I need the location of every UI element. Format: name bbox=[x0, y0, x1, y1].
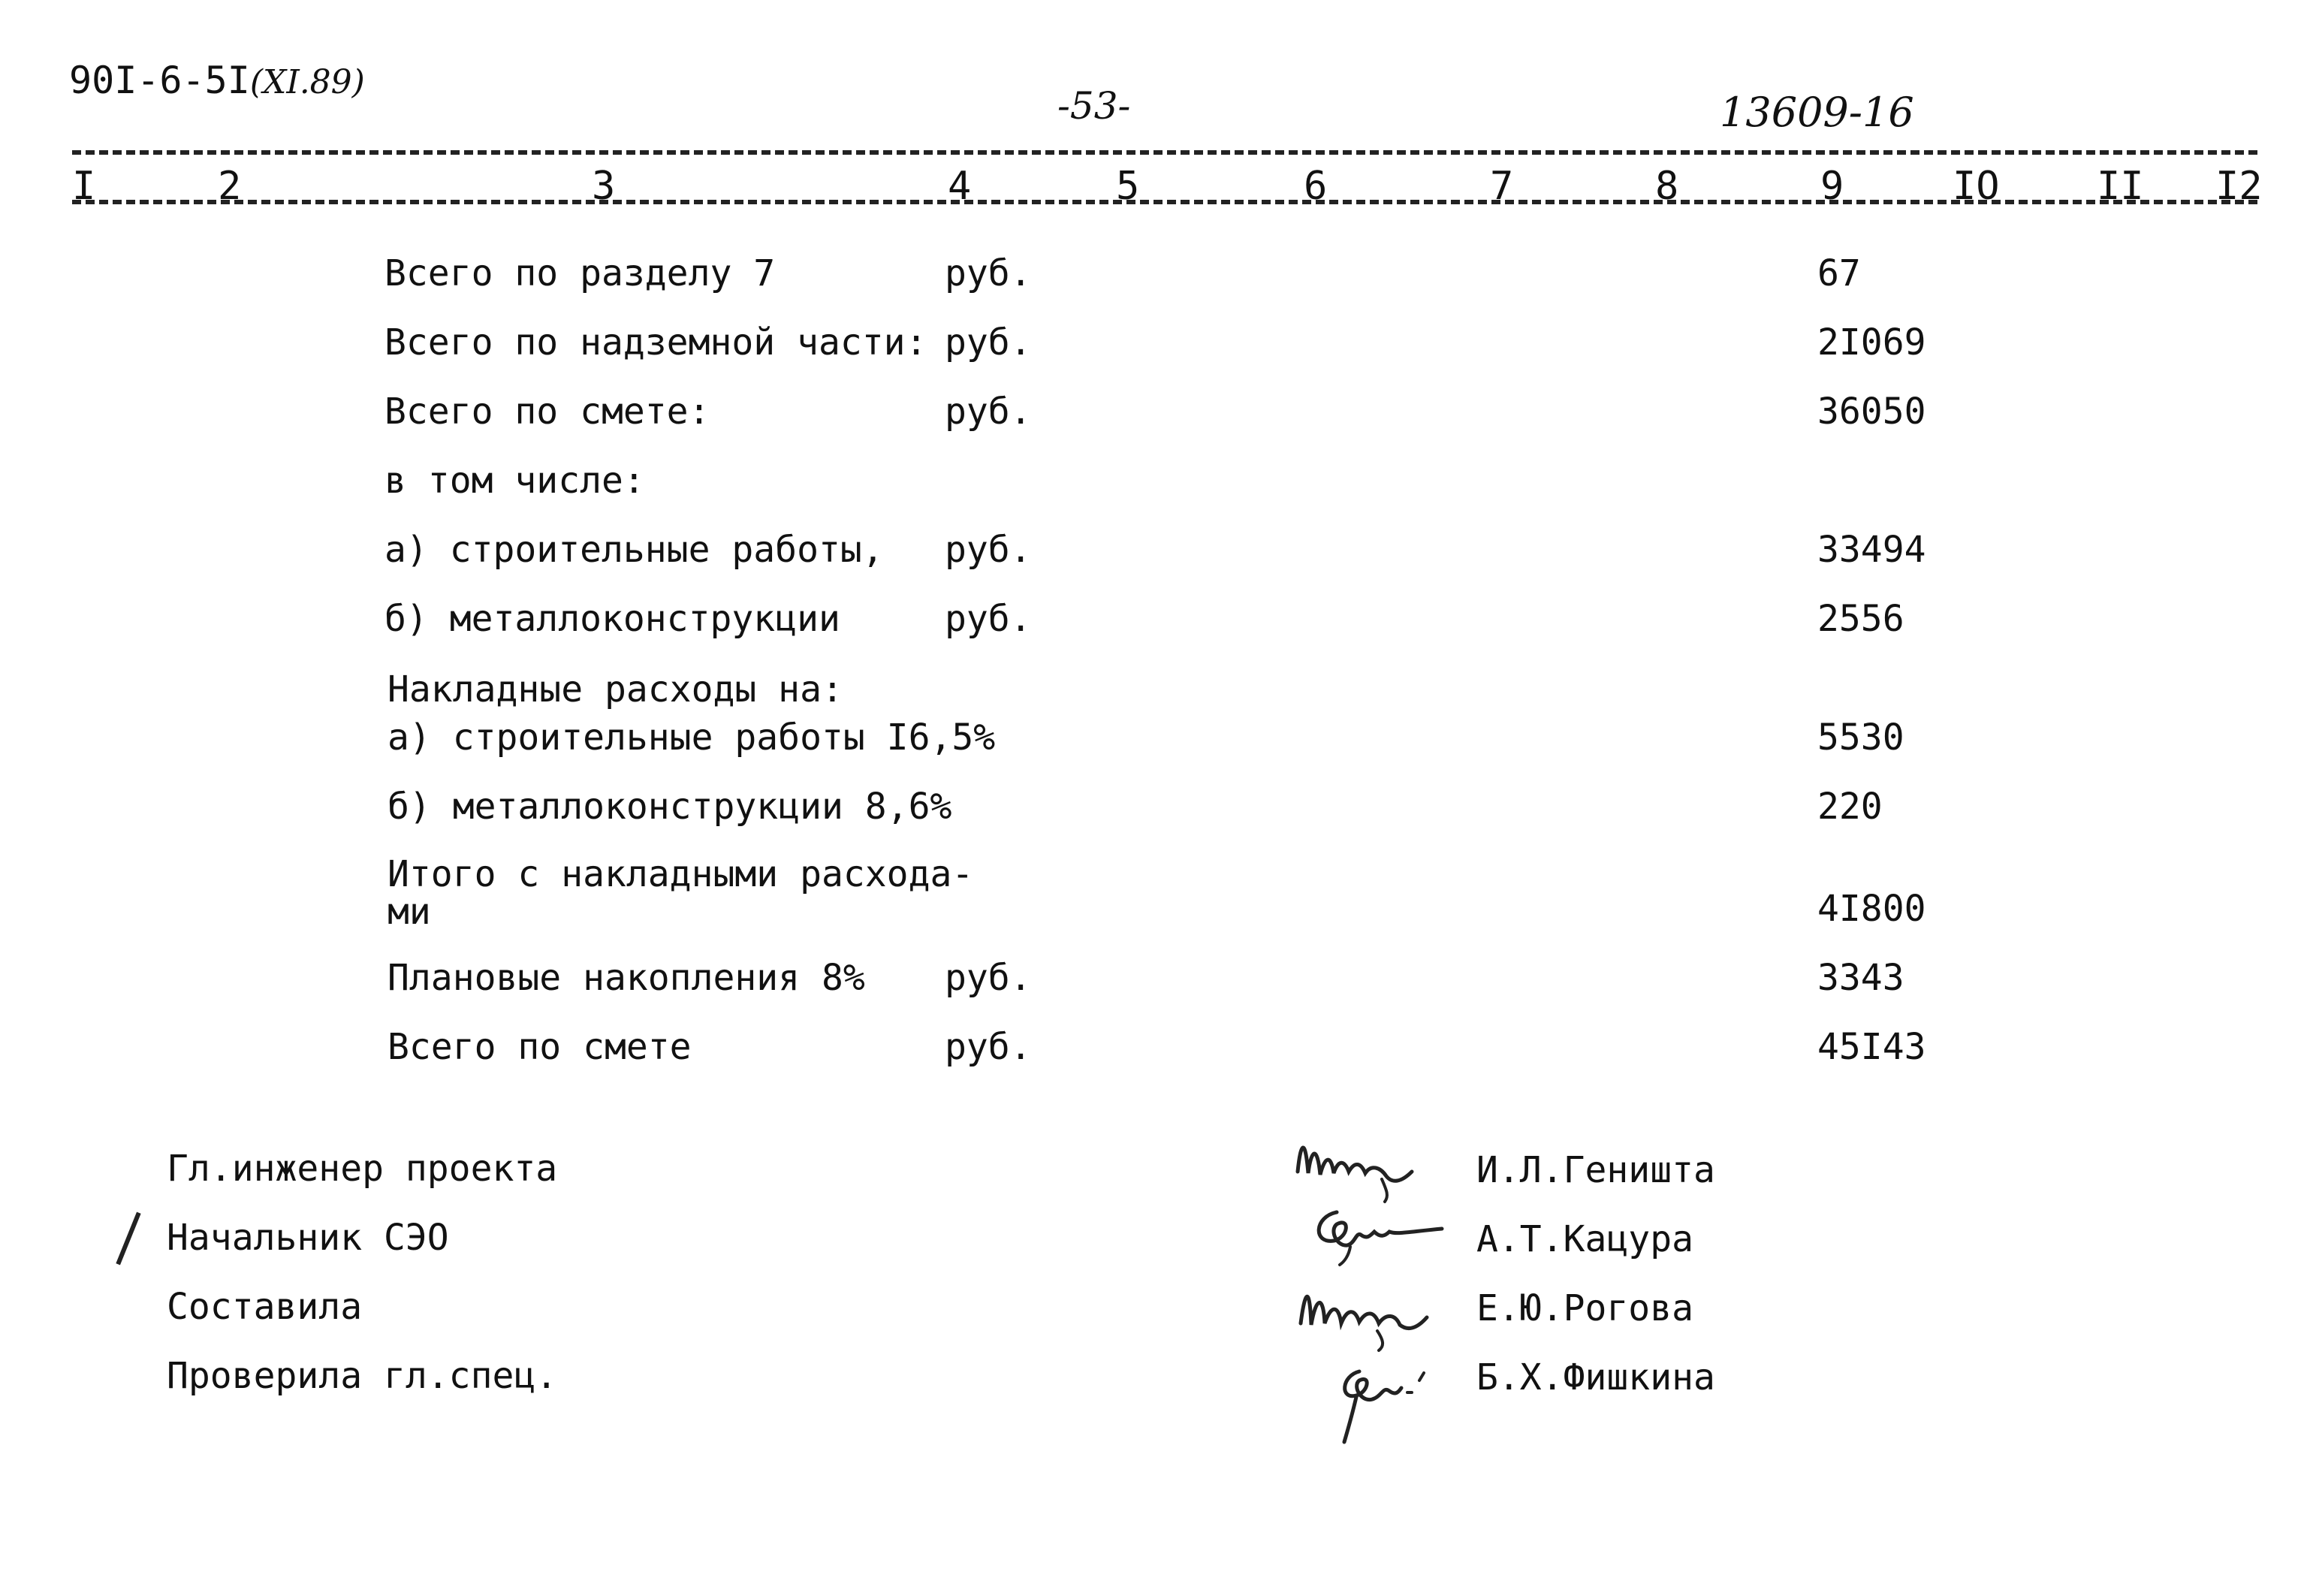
column-number: 7 bbox=[1490, 164, 1514, 209]
column-number: 4 bbox=[948, 164, 972, 209]
signatory-name: Е.Ю.Рогова bbox=[1476, 1287, 1693, 1329]
signature-scribble bbox=[1292, 1127, 1427, 1209]
row-label: б) металлоконструкции bbox=[384, 598, 840, 640]
row-label-continued: ми bbox=[388, 891, 431, 933]
row-label: Всего по смете: bbox=[384, 391, 710, 433]
row-label: Накладные расходы на: bbox=[388, 668, 843, 711]
document-code-note: (XI.89) bbox=[249, 63, 365, 101]
document-code-number: 90I-6-5I bbox=[69, 59, 250, 102]
row-value: 33494 bbox=[1817, 529, 1926, 571]
column-number: 5 bbox=[1116, 164, 1140, 209]
row-unit: руб. bbox=[945, 598, 1032, 640]
signatory-role: Проверила гл.спец. bbox=[167, 1355, 558, 1397]
row-label: Плановые накопления 8% bbox=[388, 957, 865, 999]
row-value: 4I800 bbox=[1817, 888, 1926, 930]
row-label: б) металлоконструкции 8,6% bbox=[388, 786, 952, 828]
row-label: а) строительные работы, bbox=[384, 529, 884, 571]
row-label: а) строительные работы I6,5% bbox=[388, 717, 996, 759]
document-code bbox=[69, 59, 365, 102]
column-number: 3 bbox=[592, 164, 616, 209]
column-number: I bbox=[72, 164, 96, 209]
row-value: 2556 bbox=[1817, 598, 1904, 640]
signatory-name: И.Л.Геништа bbox=[1476, 1149, 1715, 1191]
signature-scribble bbox=[1329, 1349, 1442, 1447]
row-label: в том числе: bbox=[384, 460, 645, 502]
signature-scribble bbox=[1295, 1271, 1445, 1353]
row-label: Всего по смете bbox=[388, 1026, 692, 1068]
row-unit: руб. bbox=[945, 1026, 1032, 1068]
row-value: 220 bbox=[1817, 786, 1883, 828]
row-unit: руб. bbox=[945, 321, 1032, 364]
inventory-number: 13609-16 bbox=[1720, 89, 1914, 136]
column-number: 8 bbox=[1655, 164, 1679, 209]
signatory-name: А.Т.Кацура bbox=[1476, 1218, 1693, 1260]
signature-scribble bbox=[1307, 1202, 1449, 1269]
column-number: II bbox=[2097, 164, 2144, 209]
row-label: Всего по разделу 7 bbox=[384, 252, 776, 294]
row-value: 45I43 bbox=[1817, 1026, 1926, 1068]
signatory-role: Начальник СЭО bbox=[167, 1217, 449, 1259]
column-number: I2 bbox=[2215, 164, 2263, 209]
row-value: 2I069 bbox=[1817, 321, 1926, 364]
ruler-top-dashes bbox=[72, 150, 2257, 155]
column-number: 2 bbox=[218, 164, 242, 209]
row-label: Итого с накладными расхода- bbox=[388, 853, 974, 895]
row-unit: руб. bbox=[945, 252, 1032, 294]
ruler-bottom-dashes bbox=[72, 200, 2257, 204]
row-value: 5530 bbox=[1817, 717, 1904, 759]
row-unit: руб. bbox=[945, 957, 1032, 999]
row-label: Всего по надземной части: bbox=[384, 321, 927, 364]
signatory-name: Б.Х.Фишкина bbox=[1476, 1356, 1715, 1398]
row-value: 67 bbox=[1817, 252, 1861, 294]
page-number: -53- bbox=[1057, 84, 1131, 128]
margin-mark bbox=[116, 1212, 140, 1266]
row-unit: руб. bbox=[945, 529, 1032, 571]
column-number: 9 bbox=[1820, 164, 1844, 209]
row-unit: руб. bbox=[945, 391, 1032, 433]
column-number: 6 bbox=[1304, 164, 1328, 209]
signatory-role: Составила bbox=[167, 1286, 363, 1328]
signatory-role: Гл.инженер проекта bbox=[167, 1148, 558, 1190]
row-value: 3343 bbox=[1817, 957, 1904, 999]
row-value: 36050 bbox=[1817, 391, 1926, 433]
column-number: IO bbox=[1953, 164, 2000, 209]
